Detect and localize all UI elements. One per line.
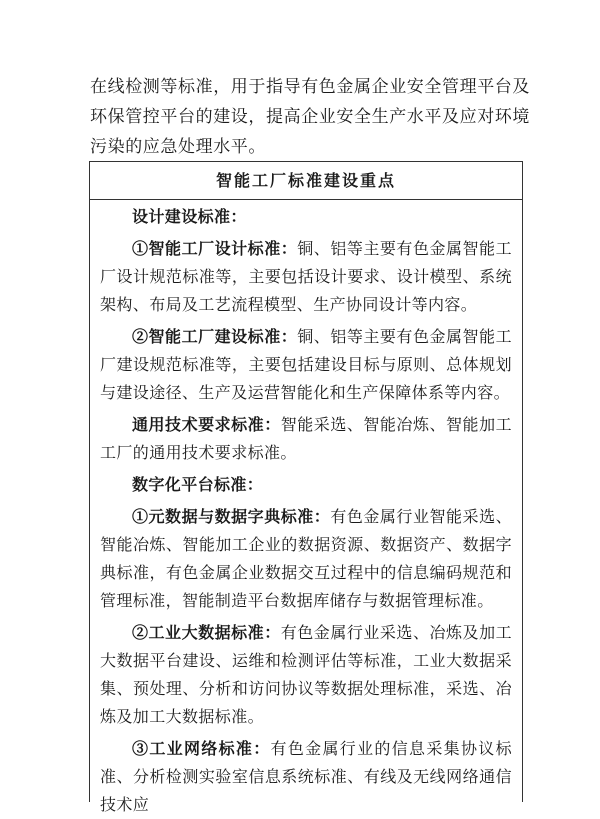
digital-item-3 <box>100 735 512 819</box>
digital-item-1-lead: ①元数据与数据字典标准： <box>132 507 331 526</box>
digital-item-1 <box>100 503 512 615</box>
design-item-1-text: 铜、铝等主要有色金属智能工厂设计规范标准等，主要包括设计要求、设计模型、系统架构、布局及工艺流程模型、生产协同设计等内容。 <box>100 239 512 314</box>
digital-item-2-lead: ②工业大数据标准： <box>132 623 281 642</box>
design-section-heading: 设计建设标准： <box>132 207 247 226</box>
digital-item-3-lead: ③工业网络标准： <box>132 739 271 758</box>
design-item-2-text: 铜、铝等主要有色金属智能工厂建设规范标准等，主要包括建设目标与原则、总体规划与建设途径、生产及运营智能化和生产保障体系等内容。 <box>100 327 512 402</box>
general-requirements-lead: 通用技术要求标准： <box>132 415 281 434</box>
digital-item-2 <box>100 619 512 731</box>
design-item-1-lead: ①智能工厂设计标准： <box>132 239 298 258</box>
general-requirements-text: 智能采选、智能冶炼、智能加工工厂的通用技术要求标准。 <box>100 415 512 462</box>
box-body <box>90 200 522 819</box>
box-title: 智能工厂标准建设重点 <box>90 162 522 200</box>
design-item-2-lead: ②智能工厂建设标准： <box>132 327 298 346</box>
design-item-2 <box>100 323 512 407</box>
digital-item-2-text: 有色金属行业采选、冶炼及加工大数据平台建设、运维和检测评估等标准，工业大数据采集、预处理、分析和访问协议等数据处理标准，采选、冶炼及加工大数据标准。 <box>100 623 512 726</box>
key-points-box <box>89 161 523 814</box>
intro-paragraph: 在线检测等标准，用于指导有色金属企业安全管理平台及环保管控平台的建设，提高企业安全生产水平及应对环境污染的应急处理水平。 <box>90 77 530 157</box>
digital-item-1-text: 有色金属行业智能采选、智能冶炼、智能加工企业的数据资源、数据资产、数据字典标准，有色金属企业数据交互过程中的信息编码规范和管理标准，智能制造平台数据库储存与数据管理标准。 <box>100 507 512 610</box>
digital-section-heading: 数字化平台标准： <box>132 475 264 494</box>
design-item-1 <box>100 235 512 319</box>
general-requirements <box>100 411 512 467</box>
digital-item-3-text: 有色金属行业的信息采集协议标准、分析检测实验室信息系统标准、有线及无线网络通信技术应 <box>100 739 512 814</box>
